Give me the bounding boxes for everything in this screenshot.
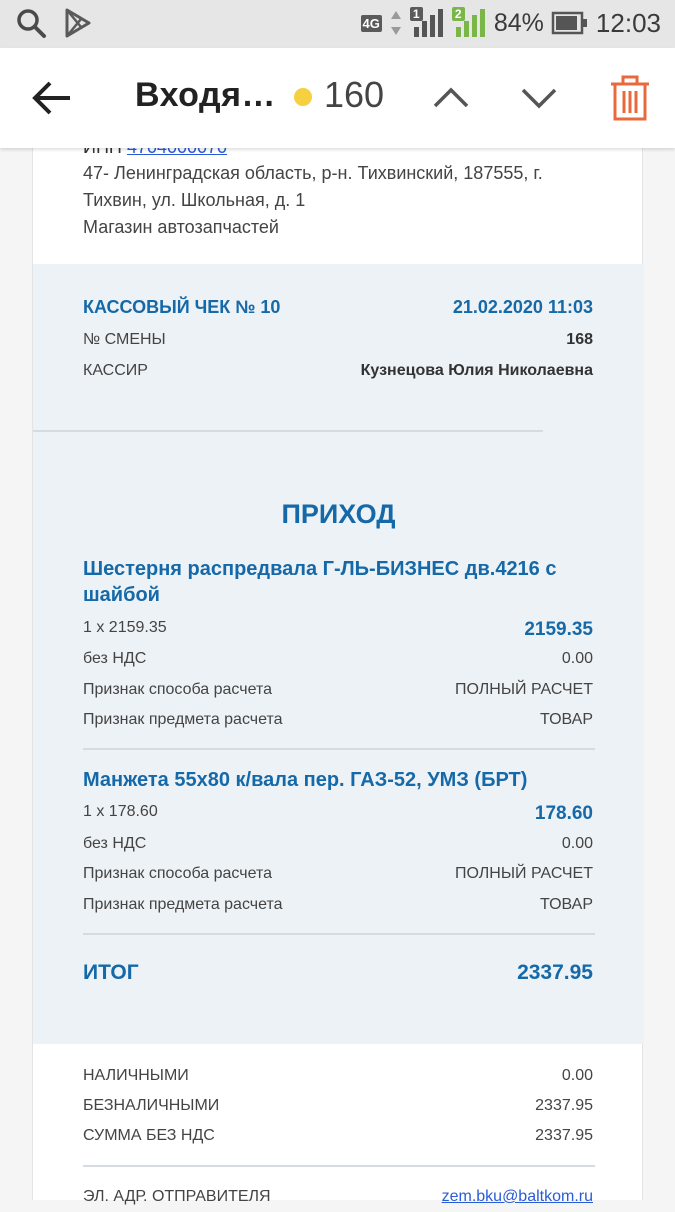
receipt-header-row — [83, 297, 593, 321]
item-qty-row: 1 x 178.60 178.60 — [83, 803, 593, 824]
total-row — [83, 961, 593, 991]
operation-type: ПРИХОД — [281, 499, 396, 529]
receipt-card — [32, 148, 643, 1205]
receipt-title: КАССОВЫЙ ЧЕК № 10 — [83, 297, 281, 317]
clock: 12:03 — [595, 7, 661, 38]
search-icon — [16, 8, 46, 38]
payment-row-cash: НАЛИЧНЫМИ 0.00 — [83, 1067, 593, 1084]
item-name: Манжета 55х80 к/вала пер. ГАЗ-52, УМЗ (БРТ) — [83, 769, 528, 791]
page-title: Входя… — [135, 76, 276, 114]
payment-row-novat: СУММА БЕЗ НДС 2337.95 — [83, 1127, 593, 1144]
item-subject-row: Признак предмета расчета ТОВАР — [83, 711, 593, 728]
divider — [83, 933, 595, 935]
cashier-row: КАССИР Кузнецова Юлия Николаевна — [83, 362, 593, 379]
item-name: Шестерня распредвала Г-ЛЬ-БИЗНЕС дв.4216 с шайбой — [83, 558, 557, 606]
item-method-row: Признак способа расчета ПОЛНЫЙ РАСЧЕТ — [83, 681, 593, 698]
chevron-down-icon[interactable] — [518, 78, 560, 118]
back-arrow-icon[interactable] — [30, 78, 74, 118]
unread-dot — [294, 88, 312, 106]
total-label: ИТОГ — [83, 961, 139, 984]
payment-row-card: БЕЗНАЛИЧНЫМИ 2337.95 — [83, 1097, 593, 1114]
receipt-body — [33, 264, 644, 1044]
seller-address: 47- Ленинградская область, р-н. Тихвинский, 187555, г. Тихвин, ул. Школьная, д. 1 — [83, 163, 543, 210]
status-bar — [0, 0, 675, 48]
total-value: 2337.95 — [517, 961, 593, 984]
sim1-signal-icon: 1 — [410, 7, 444, 39]
sender-email-link[interactable]: zem.bku@baltkom.ru — [441, 1188, 593, 1205]
chevron-up-icon[interactable] — [430, 78, 472, 118]
divider — [83, 1165, 595, 1167]
divider — [83, 748, 595, 750]
trash-icon[interactable] — [608, 74, 652, 122]
battery-icon — [552, 10, 588, 36]
item-qty-row: 1 x 2159.35 2159.35 — [83, 619, 593, 640]
divider — [33, 430, 543, 432]
network-type-badge: 4G — [362, 15, 380, 31]
item-subject-row: Признак предмета расчета ТОВАР — [83, 896, 593, 913]
battery-percent: 84% — [493, 8, 544, 37]
sender-row: ЭЛ. АДР. ОТПРАВИТЕЛЯ zem.bku@baltkom.ru — [83, 1188, 593, 1205]
receipt-datetime: 21.02.2020 11:03 — [452, 297, 593, 317]
play-store-icon — [64, 8, 92, 38]
message-count: 160 — [324, 74, 385, 115]
app-bar — [0, 48, 675, 148]
shift-row: № СМЕНЫ 168 — [83, 331, 593, 348]
item-vat-row: без НДС 0.00 — [83, 650, 593, 667]
item-method-row: Признак способа расчета ПОЛНЫЙ РАСЧЕТ — [83, 865, 593, 882]
seller-shop-name: Магазин автозапчастей — [83, 217, 279, 237]
sim2-signal-icon: 2 — [452, 7, 486, 39]
data-arrows-icon — [390, 9, 402, 37]
item-vat-row: без НДС 0.00 — [83, 835, 593, 852]
